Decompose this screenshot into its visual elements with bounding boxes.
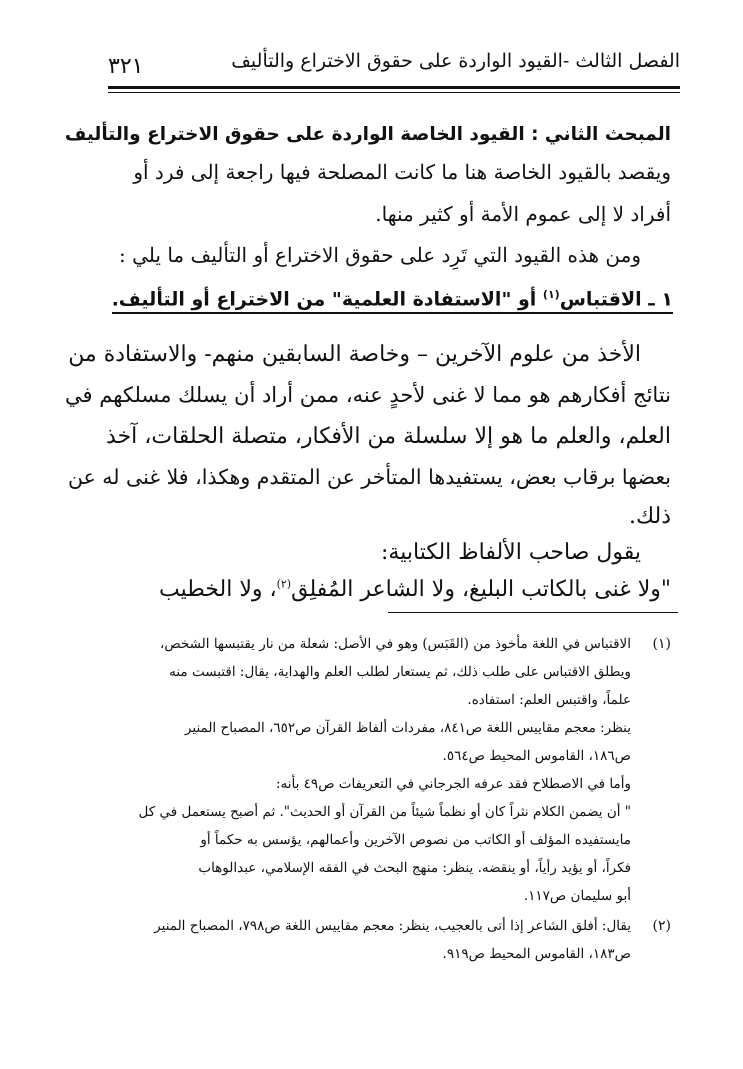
footnote-1-line-10: أبو سليمان ص١١٧. — [523, 888, 631, 904]
intro-line-1: ويقصد بالقيود الخاصة هنا ما كانت المصلحة فيها راجعة إلى فرد أو — [133, 160, 671, 184]
header-rule-thick — [108, 86, 680, 89]
subheading-rest: أو "الاستفادة العلمية" من الاختراع أو التأليف. — [111, 288, 543, 311]
footnote-1-line-4: ينظر: معجم مقاييس اللغة ص٨٤١، مفردات ألفاظ القرآن ص٦٥٢، المصباح المنير — [184, 720, 631, 736]
body-line-3: العلم، والعلم ما هو إلا سلسلة من الأفكار، متصلة الحلقات، آخذ — [106, 424, 671, 449]
quote-part-2: ، ولا الخطيب — [159, 577, 277, 602]
footnote-1-line-2: ويطلق الاقتباس على طلب ذلك، ثم يستعار لطلب العلم والهداية، يقال: اقتبست منه — [169, 664, 631, 680]
footnote-1-line-6: وأما في الاصطلاح فقد عرفه الجرجاني في التعريفات ص٤٩ بأنه: — [275, 776, 631, 792]
footnote-separator — [388, 612, 678, 613]
body-line-6: يقول صاحب الألفاظ الكتابية: — [381, 540, 641, 565]
footnote-1-line-9: فكراً، أو يؤيد رأياً، أو ينقضه. ينظر: منهج البحث في الفقه الإسلامي، عبدالوهاب — [198, 860, 631, 876]
footnote-1-number: (١) — [652, 636, 671, 652]
body-line-2: نتائج أفكارهم هو مما لا غنى لأحدٍ عنه، ممن أراد أن يسلك مسلكهم في — [65, 383, 671, 407]
footnote-2-line-2: ص١٨٣، القاموس المحيط ص٩١٩. — [442, 946, 631, 962]
footnote-2-line-1: يقال: أفلق الشاعر إذا أتى بالعجيب، ينظر: معجم مقاييس اللغة ص٧٩٨، المصباح المنير — [154, 918, 631, 934]
quote-part-1: "ولا غنى بالكاتب البليغ، ولا الشاعر المُفلِق — [291, 577, 671, 602]
footnote-2-number: (٢) — [652, 918, 671, 934]
intro-line-2: أفراد لا إلى عموم الأمة أو كثير منها. — [375, 202, 671, 226]
footnote-1-line-7: " أن يضمن الكلام نثراً كان أو نظماً شيئاً من القرآن أو الحديث". ثم أصبح يستعمل في كل — [138, 804, 631, 820]
footnote-1-line-5: ص١٨٦، القاموس المحيط ص٥٦٤. — [442, 748, 631, 764]
intro-line-3: ومن هذه القيود التي تَرِد على حقوق الاختراع أو التأليف ما يلي : — [119, 243, 641, 267]
subheading-prefix: ١ ـ الاقتباس — [559, 288, 673, 311]
body-line-5: ذلك. — [628, 504, 671, 529]
section-heading: المبحث الثاني : القيود الخاصة الواردة على حقوق الاختراع والتأليف — [64, 124, 671, 145]
footnote-1-line-1: الاقتباس في اللغة مأخوذ من (القَبَس) وهو في الأصل: شعلة من نار يقتبسها الشخص، — [160, 636, 631, 652]
body-line-4: بعضها برقاب بعض، يستفيدها المتأخر عن المتقدم وهكذا، فلا غنى له عن — [67, 465, 671, 489]
running-header — [108, 48, 680, 82]
subheading-iqtibas — [112, 288, 673, 314]
footnote-1-line-8: مايستفيده المؤلف أو الكاتب من نصوص الآخرين وأعمالهم، يؤسس به حكماً أو — [200, 832, 631, 848]
footnote-ref-2[interactable]: (٢) — [276, 577, 292, 591]
header-rule-thin — [108, 92, 680, 93]
chapter-title: الفصل الثالث -القيود الواردة على حقوق الاختراع والتأليف — [231, 50, 680, 72]
page-number: ٣٢١ — [108, 54, 144, 79]
body-line-7 — [159, 577, 671, 602]
footnote-1-line-3: علماً، واقتبس العلم: استفاده. — [467, 692, 631, 708]
body-line-1: الأخذ من علوم الآخرين – وخاصة السابقين منهم- والاستفادة من — [68, 342, 641, 367]
footnote-ref-1[interactable]: (١) — [542, 288, 560, 301]
